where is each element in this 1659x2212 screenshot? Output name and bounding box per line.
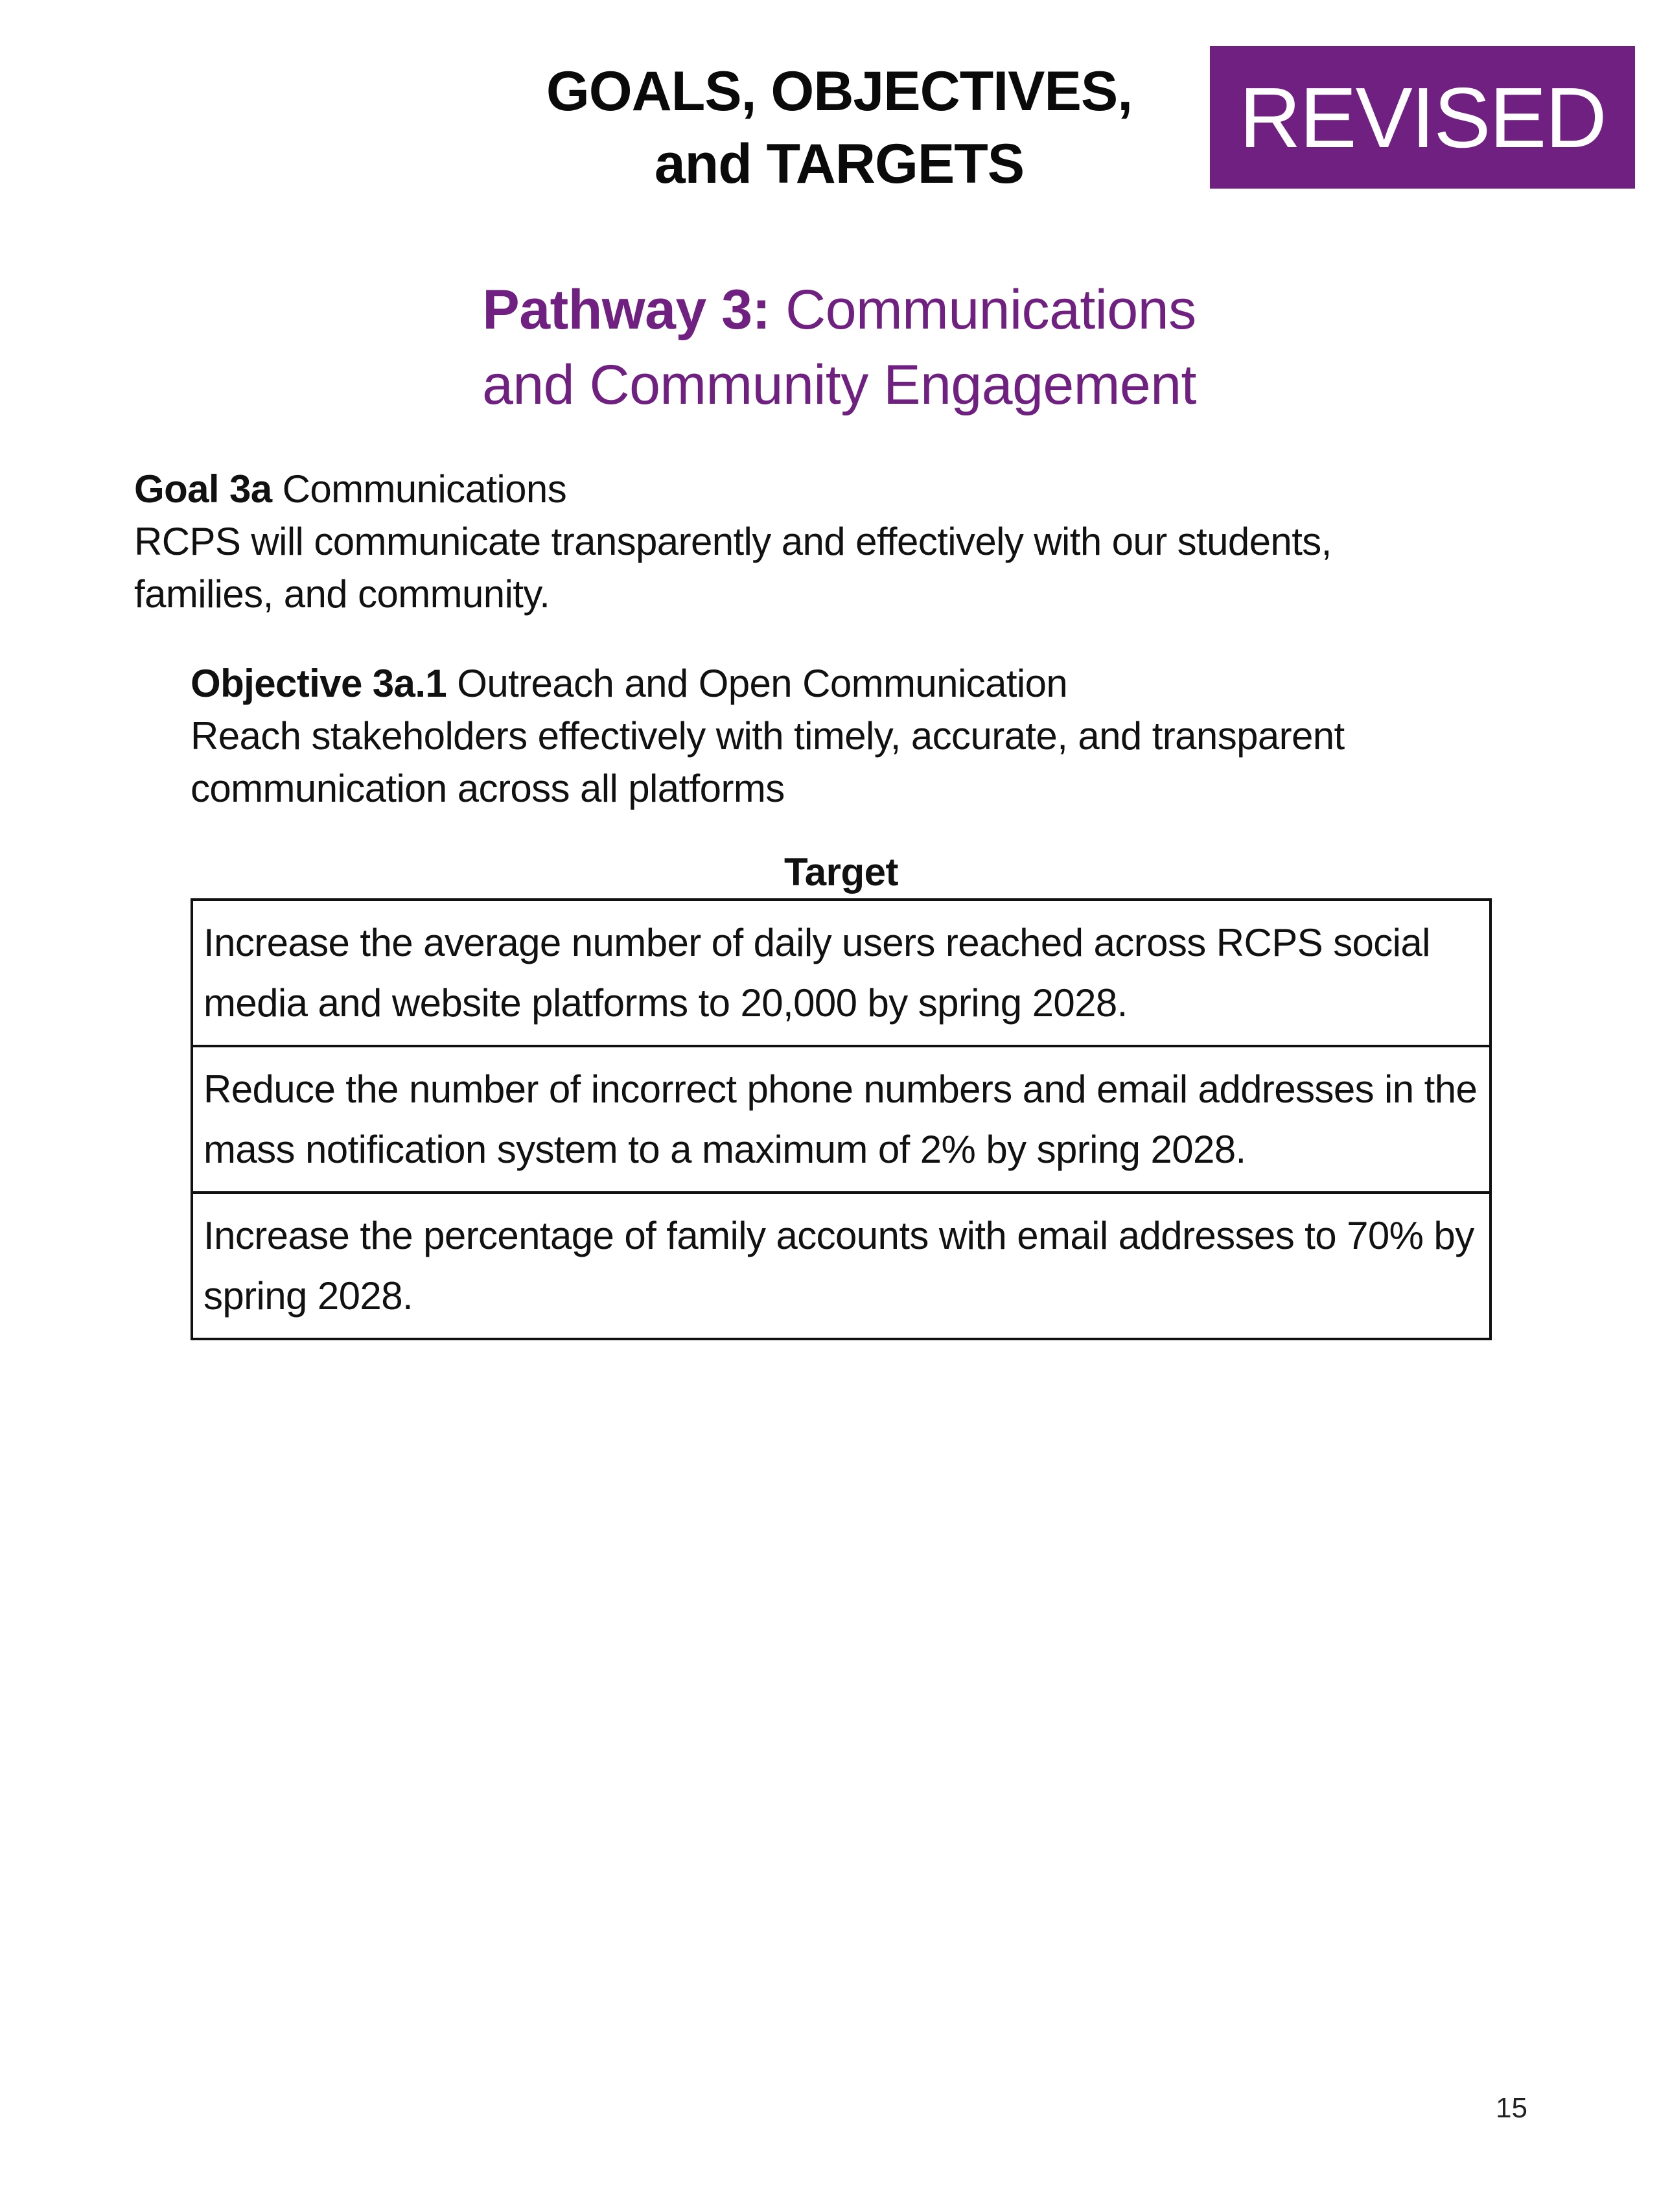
revised-badge-label: REVISED [1239, 69, 1606, 165]
pathway-heading-line-1 [363, 272, 1316, 347]
objective-section [191, 657, 1551, 815]
pathway-title-part-1: Communications [785, 279, 1196, 341]
goal-description-line-1: RCPS will communicate transparently and effectively with our students, [134, 520, 1332, 563]
objective-label: Objective 3a.1 [191, 662, 447, 705]
goal-label: Goal 3a [134, 467, 272, 511]
page-title-line-1: GOALS, OBJECTIVES, [546, 60, 1133, 122]
goal-description-line-2: families, and community. [134, 572, 550, 616]
objective-name: Outreach and Open Communication [457, 662, 1068, 705]
goal-section [134, 463, 1534, 620]
pathway-title-part-2: and Community Engagement [482, 354, 1196, 416]
page-title [493, 55, 1186, 200]
objective-description-line-1: Reach stakeholders effectively with timely, accurate, and transparent [191, 714, 1345, 758]
goal-heading [134, 463, 1534, 515]
objective-description-line-2: communication across all platforms [191, 767, 785, 810]
revised-badge [1210, 46, 1635, 189]
target-heading: Target [784, 850, 898, 894]
page-title-line-2: and TARGETS [654, 133, 1025, 195]
target-cell: Reduce the number of incorrect phone numbers and email addresses in the mass notification system to a maximum of 2% by spring 2028. [192, 1046, 1491, 1193]
pathway-heading [363, 272, 1316, 423]
target-cell: Increase the percentage of family accounts with email addresses to 70% by spring 2028. [192, 1193, 1491, 1339]
objective-heading [191, 657, 1551, 710]
page-number: 15 [1496, 2092, 1527, 2124]
pathway-label: Pathway 3: [482, 279, 771, 341]
table-row [192, 1193, 1491, 1339]
target-table [191, 898, 1492, 1340]
target-cell: Increase the average number of daily users reached across RCPS social media and website platforms to 20,000 by spring 2028. [192, 900, 1491, 1046]
table-row [192, 1046, 1491, 1193]
table-row [192, 900, 1491, 1046]
goal-name: Communications [282, 467, 567, 511]
